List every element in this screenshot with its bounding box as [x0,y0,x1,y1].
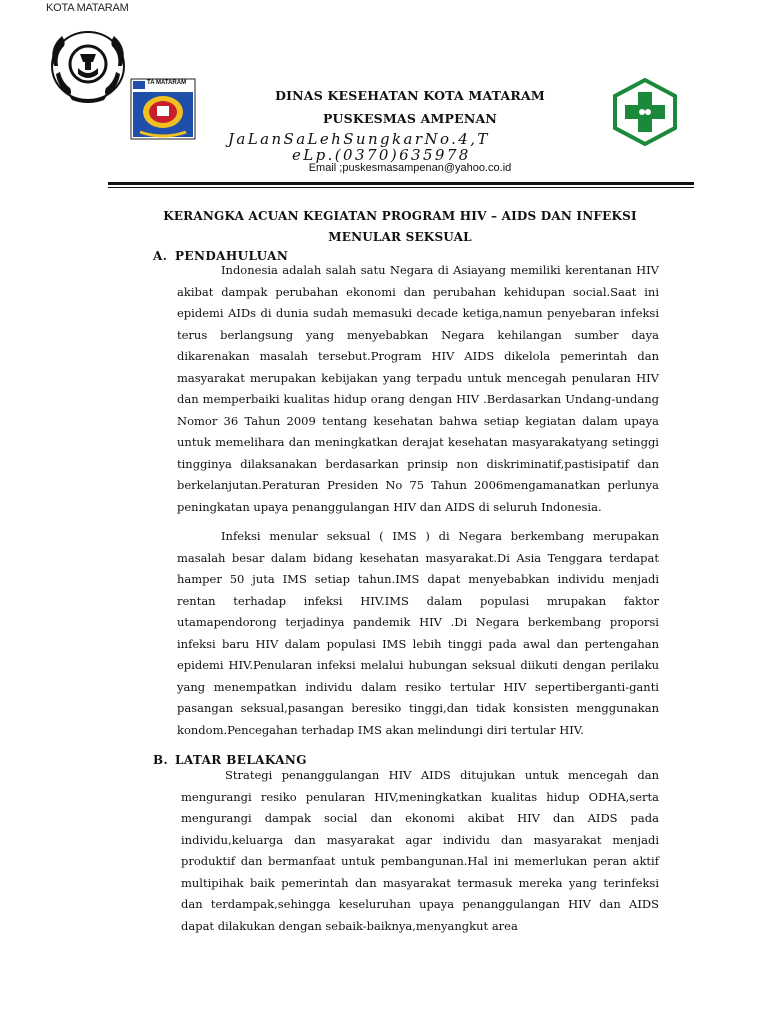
flag-label: TA MATARAM [147,80,187,86]
section-title: LATAR BELAKANG [175,753,307,767]
section-title: PENDAHULUAN [175,249,289,263]
address-line-2: eLp.(0370)635978 [292,146,471,164]
paragraph-pendahuluan-2: Infeksi menular seksual ( IMS ) di Negara berkembang merupakan masalah besar dalam bidang kesehatan masyarakat.Di Asia Tenggara terdapat hamper 50 juta IMS setiap tahun.IMS dapat menyebabkan individu menjadi rentan terhadap infeksi HIV.IMS dalam populasi mrupakan faktor utamapendorong terjadinya pandemik HIV .Di Negara berkembang proporsi infeksi baru HIV dalam populasi IMS lebih tinggi pada awal dan pertengahan epidemi HIV.Penularan infeksi melalui hubungan seksual diikuti dengan perilaku yang menempatkan individu dalam resiko tertular HIV sepertiberganti-ganti pasangan seksual,pasangan beresiko tinggi,dan tidak konsisten menggunakan kondom.Pencegahan terhadap IMS akan melindungi diri tertular HIV. [177,529,659,737]
address-line-1: JaLanSaLehSungkarNo.4,T [228,130,490,148]
header-divider-thin [108,187,694,188]
paragraph-pendahuluan-1: Indonesia adalah salah satu Negara di Asiayang memiliki kerentanan HIV akibat dampak perubahan ekonomi dan perubahan kehidupan social.Saat ini epidemi AIDs di dunia sudah memasuki decade ketiga,namun penyebaran infeksi terus berlangsung yang menyebabkan Negara kehilangan sumber daya dikarenakan masalah tersebut.Program HIV AIDS dikelola pemerintah dan masyarakat merupakan kebijakan yang terpadu untuk mencegah penularan HIV dan memperbaiki kualitas hidup orang dengan HIV .Berdasarkan Undang-undang Nomor 36 Tahun 2009 tentang kesehatan bahwa setiap kegiatan dalam upaya untuk memelihara dan meningkatkan derajat kesehatan masyarakatyang setinggi tingginya dilaksanakan berdasarkan prinsip non diskriminatif,pastisipatif dan berkelanjutan.Peraturan Presiden No 75 Tahun 2006mengamanatkan perlunya peningkatan upaya penanggulangan HIV dan AIDS di seluruh Indonesia. [177,263,659,514]
section-letter: B. [153,753,169,767]
agency-name: DINAS KESEHATAN KOTA MATARAM [275,88,545,103]
document-title-line-1: KERANGKA ACUAN KEGIATAN PROGRAM HIV – AIDS DAN INFEKSI [163,209,637,223]
section-letter: A. [153,249,168,263]
city-emblem-label: KOTA MATARAM [46,2,129,14]
header-divider [108,182,694,185]
paragraph-latar-belakang-1: Strategi penanggulangan HIV AIDS ditujukan untuk mencegah dan mengurangi resiko penularan HIV,meningkatkan kualitas hidup ODHA,serta mengurangi dampak social dan ekonomi akibat HIV dan AIDS pada individu,keluarga dan masyarakat agar individu dan masyarakat menjadi produktif dan bermanfaat untuk pembangunan.Hal ini memerlukan peran aktif multipihak baik pemerintah dan masyarakat termasuk mereka yang terinfeksi dan terdampak,sehingga keseluruhan upaya penanggulangan HIV dan AIDS dapat dilakukan dengan sebaik-baiknya,menyangkut area [181,768,659,933]
unit-name: PUSKESMAS AMPENAN [322,111,498,126]
mataram-flag-icon [130,78,196,140]
document-title-line-2: MENULAR SEKSUAL [328,230,472,244]
email-line: Email ;puskesmasampenan@yahoo.co.id [308,162,512,174]
kota-mataram-emblem-icon [42,24,134,108]
puskesmas-cross-icon [612,78,678,146]
